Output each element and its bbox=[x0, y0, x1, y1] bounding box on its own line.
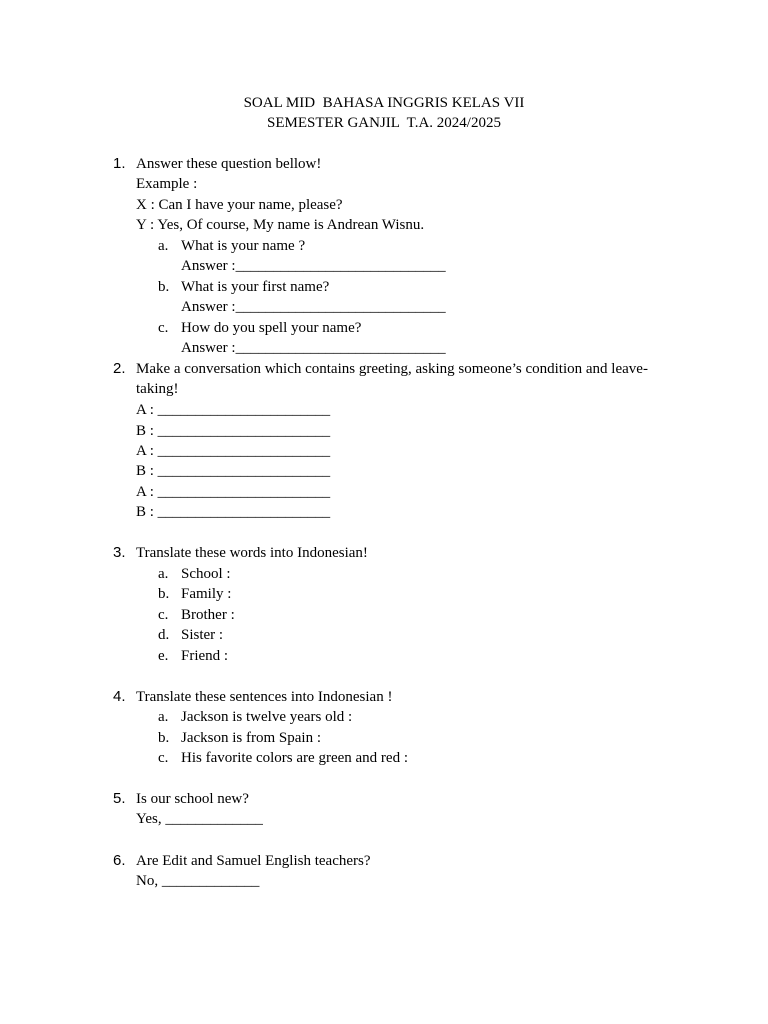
item-text: What is your first name? bbox=[181, 279, 330, 295]
question-number: 6. bbox=[113, 852, 126, 869]
question-prompt: Are Edit and Samuel English teachers? bbox=[136, 853, 371, 869]
example-label: Example : bbox=[136, 176, 198, 192]
title-line-2: SEMESTER GANJIL T.A. 2024/2025 bbox=[267, 115, 501, 131]
item-letter: c. bbox=[158, 320, 169, 336]
question-prompt-continued: taking! bbox=[136, 381, 179, 397]
dialogue-line: A : _______________________ bbox=[136, 443, 331, 459]
dialogue-line: B : _______________________ bbox=[136, 423, 331, 439]
item-letter: c. bbox=[158, 750, 169, 766]
item-text: How do you spell your name? bbox=[181, 320, 362, 336]
answer-line: Yes, _____________ bbox=[136, 811, 263, 827]
item-letter: c. bbox=[158, 607, 169, 623]
item-text: Brother : bbox=[181, 607, 235, 623]
dialogue-line: B : _______________________ bbox=[136, 504, 331, 520]
item-letter: a. bbox=[158, 566, 169, 582]
item-letter: a. bbox=[158, 709, 169, 725]
item-text: Sister : bbox=[181, 627, 224, 643]
title-line-1: SOAL MID BAHASA INGGRIS KELAS VII bbox=[243, 95, 525, 111]
answer-line: Answer :____________________________ bbox=[181, 299, 446, 315]
item-text: Jackson is twelve years old : bbox=[181, 709, 353, 725]
item-letter: e. bbox=[158, 648, 169, 664]
item-letter: b. bbox=[158, 279, 170, 295]
example-line-y: Y : Yes, Of course, My name is Andrean Wisnu. bbox=[136, 217, 425, 233]
question-number: 4. bbox=[113, 688, 126, 705]
question-prompt: Translate these words into Indonesian! bbox=[136, 545, 368, 561]
item-letter: b. bbox=[158, 586, 170, 602]
dialogue-line: B : _______________________ bbox=[136, 463, 331, 479]
answer-line: Answer :____________________________ bbox=[181, 258, 446, 274]
answer-line: Answer :____________________________ bbox=[181, 340, 446, 356]
question-number: 3. bbox=[113, 544, 126, 561]
item-text: What is your name ? bbox=[181, 238, 306, 254]
question-number: 2. bbox=[113, 360, 126, 377]
item-text: School : bbox=[181, 566, 231, 582]
item-letter: a. bbox=[158, 238, 169, 254]
dialogue-line: A : _______________________ bbox=[136, 402, 331, 418]
item-letter: d. bbox=[158, 627, 170, 643]
item-text: Jackson is from Spain : bbox=[181, 730, 321, 746]
question-number: 5. bbox=[113, 790, 126, 807]
question-number: 1. bbox=[113, 155, 126, 172]
answer-line: No, _____________ bbox=[136, 873, 260, 889]
item-text: Family : bbox=[181, 586, 232, 602]
question-prompt: Is our school new? bbox=[136, 791, 249, 807]
question-prompt: Make a conversation which contains greeting, asking someone’s condition and leave- bbox=[136, 361, 648, 377]
item-letter: b. bbox=[158, 730, 170, 746]
question-prompt: Translate these sentences into Indonesian ! bbox=[136, 689, 393, 705]
item-text: Friend : bbox=[181, 648, 229, 664]
question-prompt: Answer these question bellow! bbox=[136, 156, 322, 172]
example-line-x: X : Can I have your name, please? bbox=[136, 197, 343, 213]
dialogue-line: A : _______________________ bbox=[136, 484, 331, 500]
item-text: His favorite colors are green and red : bbox=[181, 750, 408, 766]
